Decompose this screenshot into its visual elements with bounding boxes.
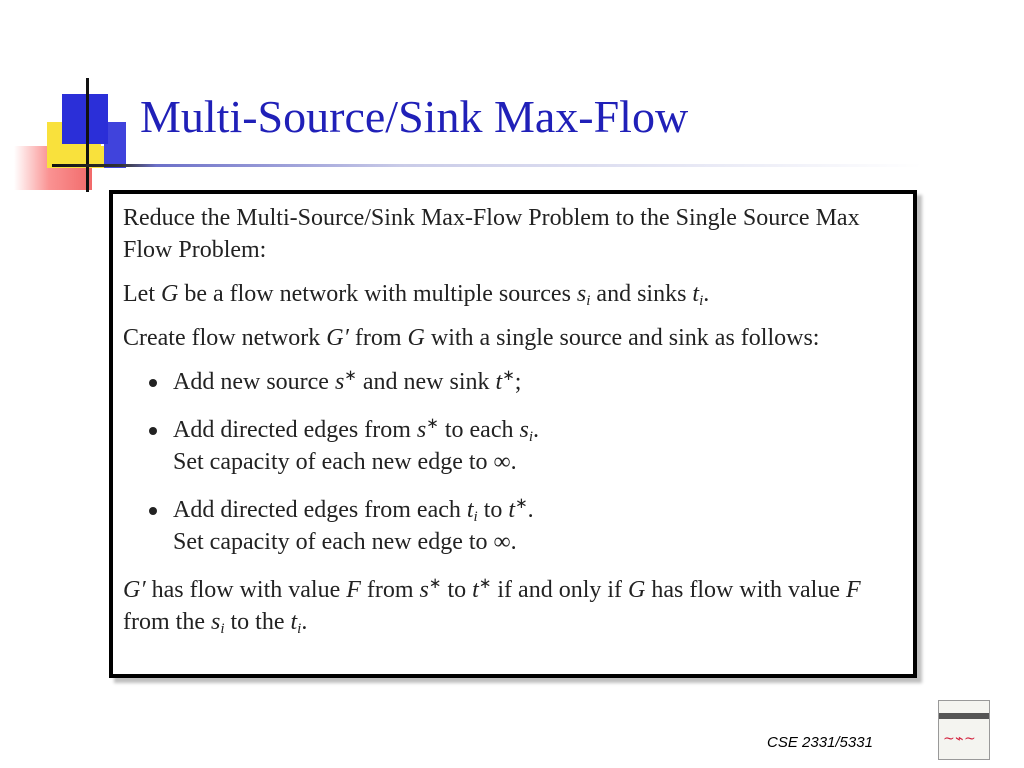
let-statement: Let G be a flow network with multiple sources $s_i$ and sinks $t_i$. (123, 281, 710, 309)
logo-vertical-line (86, 78, 89, 192)
logo-blue-block-2 (104, 122, 126, 168)
slide-title: Multi-Source/Sink Max-Flow (140, 91, 689, 142)
list-item: Add directed edges from each $t_i$ to t∗. Set capacity of each new edge to ∞. (123, 494, 903, 558)
intro-text: Reduce the Multi-Source/Sink Max-Flow Problem to the Single Source Max Flow Problem: (123, 205, 860, 263)
create-statement: Create flow network G′ from G with a single source and sink as follows: (123, 325, 820, 351)
content-box (109, 190, 917, 678)
logo-blue-block (62, 94, 108, 144)
title-underline (52, 164, 922, 167)
list-item: Add directed edges from s∗ to each $s_i$. Set capacity of each new edge to ∞. (123, 414, 903, 478)
conclusion-text: G′ has flow with value F from s∗ to t∗ if and only if G has flow with value F from the $s_i$ to the $t_i$. (123, 576, 861, 637)
steps-list (123, 366, 903, 558)
list-item: Add new source s∗ and new sink t∗; (123, 366, 903, 398)
course-footer: CSE 2331/5331 (767, 734, 873, 751)
book-band (939, 713, 989, 719)
algorithms-book-cover-icon (938, 700, 990, 760)
book-wave-graphic: ~ ⌁ ~ (943, 731, 974, 747)
